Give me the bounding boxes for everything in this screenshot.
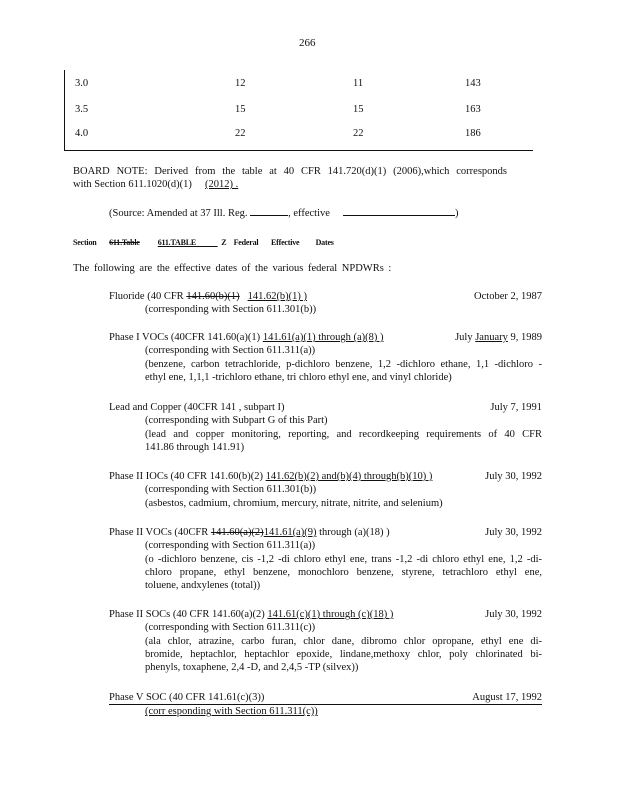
inserted-month: January [475,332,508,343]
board-note-line-1: BOARD NOTE: Derived from the table at 40 CFR 141.720(d)(1) (2006),which corresponds [73,166,507,177]
table-cell: 11 [353,78,364,89]
contaminant-list: (ala chlor, atrazine, carbo furan, chlor dane, dibromo chlor opropane, ethyl ene di- [145,635,542,647]
effective-date: July 30, 1992 [485,609,542,620]
corresponding-section: (corresponding with Section 611.311(c)) [145,622,316,634]
volume-blank [250,206,288,216]
board-note-year: (2012) . [205,179,239,190]
source-mid: , effective [288,208,330,219]
entry-phase5-soc [109,691,542,719]
board-note-line-2 [73,178,238,191]
entry-title: Phase II IOCs (40 CFR 141.60(b)(2) [109,471,266,482]
corresponding-section: (corresponding with Section 611.301(b)) [145,304,317,316]
contaminant-list: phenyls, toxaphene, 2,4 -D, and 2,4,5 -TP (silvex)) [145,662,359,674]
source-line [109,206,459,220]
entry-phase2-socs [109,608,542,674]
table-cell: 15 [353,104,364,115]
effective-date: October 2, 1987 [474,291,542,302]
table-cell: 3.5 [75,104,89,115]
table-cell: 3.0 [75,78,89,89]
table-cell: 22 [235,128,246,139]
requirements-text: 141.86 through 141.91) [145,441,245,453]
contaminant-list: (asbestos, cadmium, chromium, mercury, nitrate, nitrite, and selenium) [145,497,443,509]
requirements-text: (lead and copper monitoring, reporting, and recordkeeping requirements of 40 CFR [145,428,542,440]
deleted-citation: 141.60(b)(1) [186,291,240,302]
table-cell: 12 [235,78,246,89]
deleted-citation: 141.60(a)(2) [210,527,264,538]
heading-old-table: 611.Table [109,238,140,247]
effective-date-blank [343,206,455,216]
effective-date: July January 9, 1989 [455,332,542,343]
table-cell: 22 [353,128,364,139]
table-cell: 4.0 [75,128,89,139]
entry-title: Phase II SOCs (40 CFR 141.60(a)(2) [109,609,268,620]
entry-title-rest: through (a)(18) ) [316,527,390,538]
contaminant-list: ethyl ene, 1,1,1 -trichloro ethane, tri chloro ethyl ene, and vinyl chloride) [145,371,452,383]
contaminant-list: (benzene, carbon tetrachloride, p-dichloro benzene, 1,2 -dichloro ethane, 1,1 -dichloro - [145,358,542,370]
corresponding-section: (corresponding with Section 611.301(b)) [145,484,317,496]
intro-text: The following are the effective dates of the various federal NPDWRs : [73,263,392,274]
corresponding-section: (corresponding with Subpart G of this Part) [145,415,328,427]
heading-effective: Effective [271,238,300,247]
table-cell: 163 [465,104,481,115]
contaminant-list: chloro propane, ethyl benzene, monochloro benzene, styrene, tetrachloro ethyl ene, [145,566,542,578]
page-number: 266 [299,37,316,49]
entry-title: Lead and Copper (40CFR 141 , subpart I) [109,402,285,413]
heading-federal: Federal [233,238,259,247]
effective-dates-table [64,70,533,151]
inserted-citation: 141.62(b)(1) ) [247,291,308,302]
inserted-citation: 141.61(a)(9) [263,527,317,538]
entry-title: Phase V SOC (40 CFR 141.61(c)(3)) [109,692,265,703]
entry-fluoride [109,290,542,317]
entry-title: Fluoride (40 CFR [109,291,187,302]
inserted-citation: 141.61(c)(1) through (c)(18) ) [267,609,394,620]
source-end: ) [455,208,459,219]
contaminant-list: bromide, heptachlor, heptachlor epoxide, lindane,methoxy chlor, poly chlorinated bi- [145,648,542,660]
section-heading [73,236,334,249]
contaminant-list: (o -dichloro benzene, cis -1,2 -di chloro ethyl ene, trans -1,2 -di chloro ethyl ene, 1,2 -di- [145,553,542,565]
entry-phase2-iocs [109,470,542,510]
inserted-citation: 141.62(b)(2) and(b)(4) through(b)(10) ) [265,471,433,482]
board-note-section-ref: with Section 611.1020(d)(1) [73,179,192,190]
corresponding-section: (corresponding with Section 611.311(a)) [145,345,316,357]
effective-date: July 30, 1992 [485,471,542,482]
table-cell: 143 [465,78,481,89]
corresponding-section: (corresponding with Section 611.311(a)) [145,540,316,552]
entry-phase2-vocs [109,526,542,592]
table-cell: 15 [235,104,246,115]
heading-z: Z [221,238,227,247]
contaminant-list: toluene, andxylenes (total)) [145,580,261,592]
entry-lead-copper [109,401,542,454]
effective-date: July 30, 1992 [485,527,542,538]
heading-new-table: 611.TABLE [157,238,197,247]
entry-phase1-vocs [109,331,542,384]
heading-dates: Dates [315,238,334,247]
entry-title: Phase I VOCs (40CFR 141.60(a)(1) [109,332,263,343]
entry-title: Phase II VOCs (40CFR [109,527,211,538]
effective-date: August 17, 1992 [472,692,542,703]
corresponding-section: (corr esponding with Section 611.311(c)) [145,706,318,718]
inserted-citation: 141.61(a)(1) through (a)(8) ) [262,332,384,343]
heading-section: Section [73,238,97,247]
source-prefix: (Source: Amended at 37 Ill. Reg. [109,208,248,219]
effective-date: July 7, 1991 [490,402,542,413]
table-cell: 186 [465,128,481,139]
